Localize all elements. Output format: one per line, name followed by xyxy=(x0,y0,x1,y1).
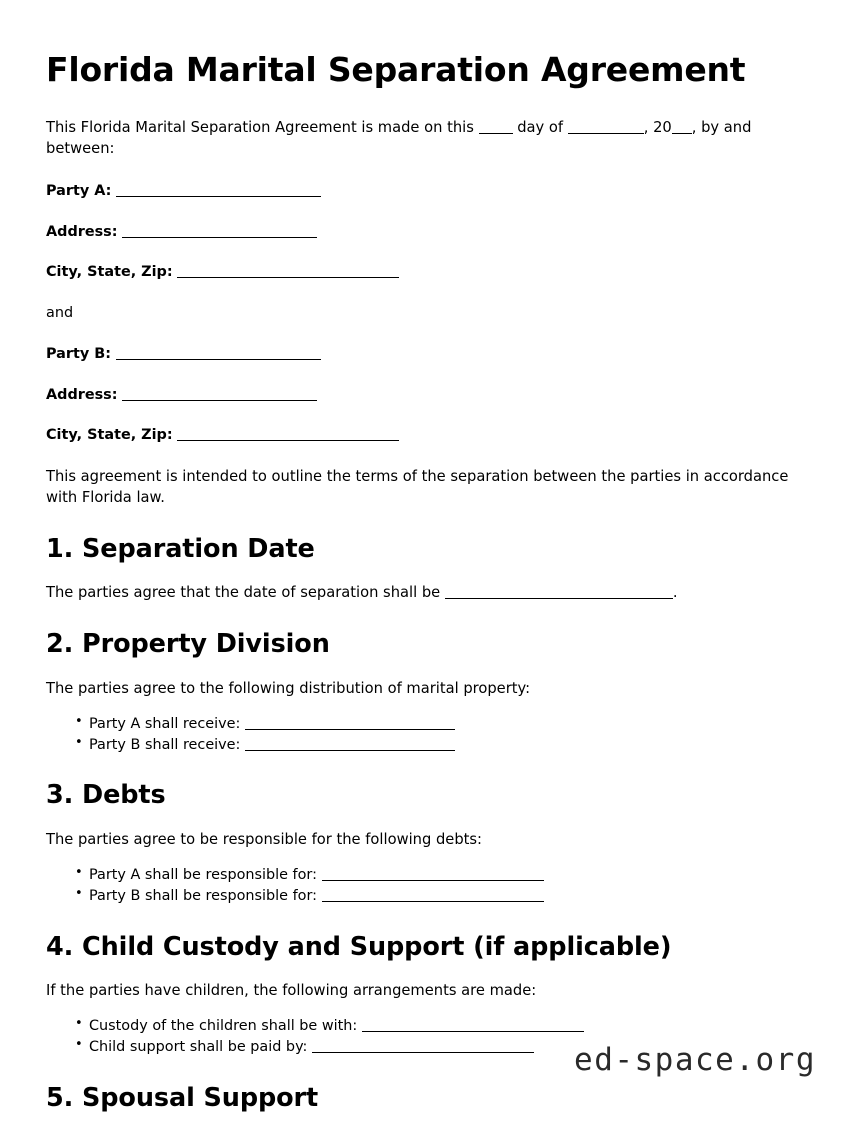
list-item xyxy=(46,886,798,907)
separation-date-text: The parties agree that the date of separation shall be xyxy=(46,584,441,602)
section-4-body: If the parties have children, the following arrangements are made: xyxy=(46,982,537,1000)
field-city-state-zip-a xyxy=(46,263,798,282)
section-heading-5: 5. Spousal Support xyxy=(46,1082,319,1113)
year-blank xyxy=(672,133,692,134)
city-state-zip-b-blank xyxy=(177,440,399,441)
section-3-body: The parties agree to be responsible for the following debts: xyxy=(46,830,483,848)
party-a-debt-blank xyxy=(322,880,544,881)
party-b-debt-blank xyxy=(322,901,544,902)
field-party-b xyxy=(46,345,798,364)
list-item-label: Party B shall be responsible for: xyxy=(89,887,317,904)
list-item xyxy=(46,1016,798,1037)
section-heading-3: 3. Debts xyxy=(46,780,166,811)
section-heading-4: 4. Child Custody and Support (if applicable) xyxy=(46,931,672,962)
document-content xyxy=(46,52,798,1132)
field-label-address-a: Address: xyxy=(46,223,118,240)
list-item-label: Child support shall be paid by: xyxy=(89,1038,308,1055)
watermark: ed-space.org xyxy=(574,1042,816,1078)
section-1-body xyxy=(46,583,798,604)
intro-text-before-day: This Florida Marital Separation Agreement is made on this xyxy=(46,119,474,137)
list-item-label: Custody of the children shall be with: xyxy=(89,1018,358,1035)
list-item-label: Party B shall receive: xyxy=(89,736,241,753)
intro-text-day-of: day of xyxy=(517,119,564,137)
section-2-body: The parties agree to the following distribution of marital property: xyxy=(46,679,531,697)
city-state-zip-a-blank xyxy=(177,277,399,278)
address-a-blank xyxy=(122,237,317,238)
section-heading-2: 2. Property Division xyxy=(46,629,330,660)
party-b-receive-blank xyxy=(245,750,455,751)
debts-list xyxy=(46,865,798,907)
field-label-city-state-zip-a: City, State, Zip: xyxy=(46,264,173,281)
day-blank xyxy=(479,133,513,134)
field-party-a xyxy=(46,182,798,201)
conjunction-and: and xyxy=(46,305,74,322)
field-label-address-b: Address: xyxy=(46,386,118,403)
party-a-blank xyxy=(116,196,321,197)
separation-date-period: . xyxy=(672,584,678,602)
field-city-state-zip-b xyxy=(46,426,798,445)
list-item xyxy=(46,714,798,735)
list-item-label: Party A shall be responsible for: xyxy=(89,866,317,883)
address-b-blank xyxy=(122,400,317,401)
field-address-a xyxy=(46,223,798,242)
property-division-list xyxy=(46,714,798,756)
field-label-party-b: Party B: xyxy=(46,345,111,362)
list-item xyxy=(46,735,798,756)
field-label-city-state-zip-b: City, State, Zip: xyxy=(46,427,173,444)
custody-blank xyxy=(362,1031,584,1032)
intro-text-after-year: , by and between: xyxy=(46,119,752,158)
separation-date-blank xyxy=(445,598,673,599)
purpose-paragraph: This agreement is intended to outline the terms of the separation between the parties in accordance with Florida law. xyxy=(46,468,789,506)
list-item xyxy=(46,865,798,886)
child-support-blank xyxy=(312,1052,534,1053)
party-b-blank xyxy=(116,359,321,360)
intro-paragraph xyxy=(46,118,798,160)
field-label-party-a: Party A: xyxy=(46,183,112,200)
section-heading-1: 1. Separation Date xyxy=(46,533,315,564)
field-address-b xyxy=(46,386,798,405)
list-item-label: Party A shall receive: xyxy=(89,715,241,732)
party-a-receive-blank xyxy=(245,729,455,730)
intro-text-year-prefix: , 20 xyxy=(643,119,672,137)
month-blank xyxy=(568,133,644,134)
page-title: Florida Marital Separation Agreement xyxy=(46,50,746,89)
